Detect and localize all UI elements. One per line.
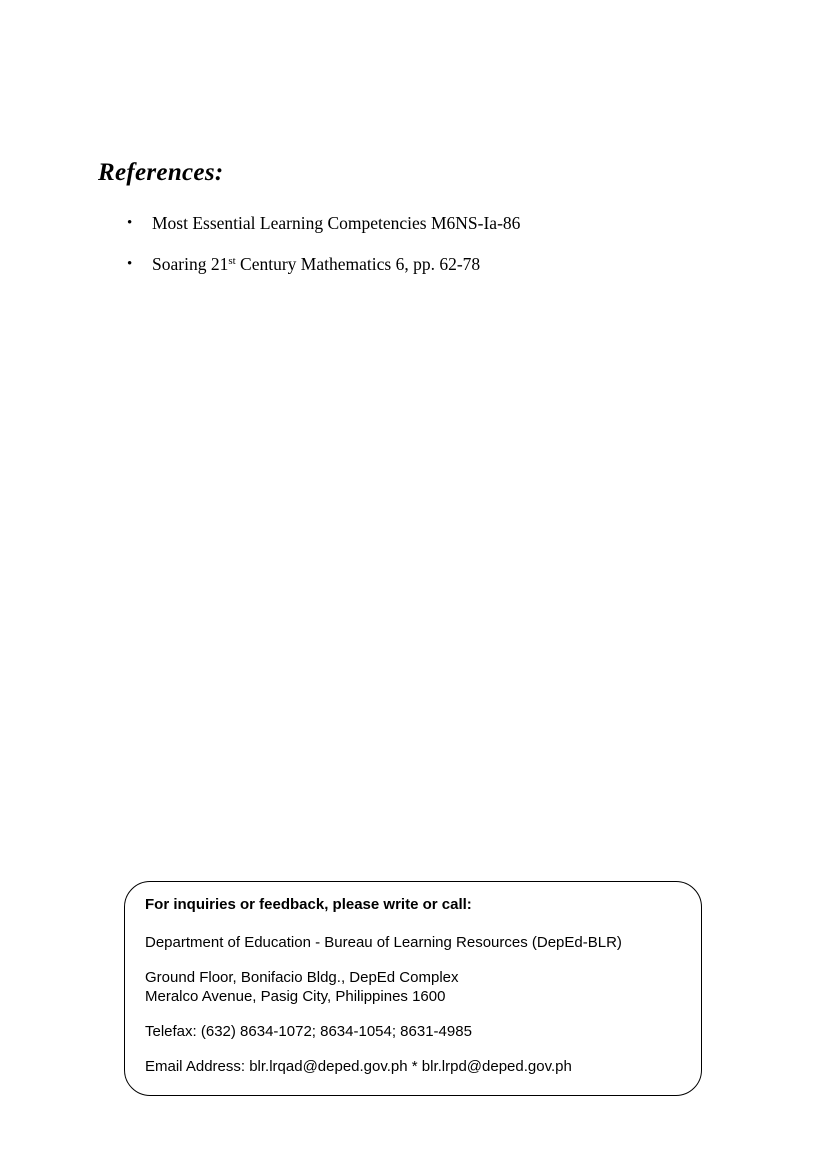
inquiries-box [124,881,702,1096]
reference-superscript: st [228,255,236,267]
list-item [98,253,738,275]
inquiries-title: For inquiries or feedback, please write or call: [145,896,472,913]
list-item [98,212,738,234]
inquiries-department: Department of Education - Bureau of Learning Resources (DepEd-BLR) [145,934,622,951]
inquiries-address-line-2: Meralco Avenue, Pasig City, Philippines 1600 [145,988,446,1005]
inquiries-content [145,895,687,1092]
references-list [98,212,738,294]
reference-text [152,254,480,274]
bullet-icon: • [127,215,133,231]
inquiries-address-line-1: Ground Floor, Bonifacio Bldg., DepEd Complex [145,969,459,986]
reference-text-tail: Century Mathematics 6, pp. 62-78 [235,254,481,274]
reference-text-main: Soaring 21 [152,254,229,274]
bullet-icon: • [127,256,133,272]
inquiries-email: Email Address: blr.lrqad@deped.gov.ph * blr.lrpd@deped.gov.ph [145,1058,572,1075]
inquiries-telefax: Telefax: (632) 8634-1072; 8634-1054; 8631-4985 [145,1023,472,1040]
reference-text [152,213,520,233]
references-heading: References: [98,159,224,186]
reference-text-main: Most Essential Learning Competencies M6NS-Ia-86 [152,213,521,233]
